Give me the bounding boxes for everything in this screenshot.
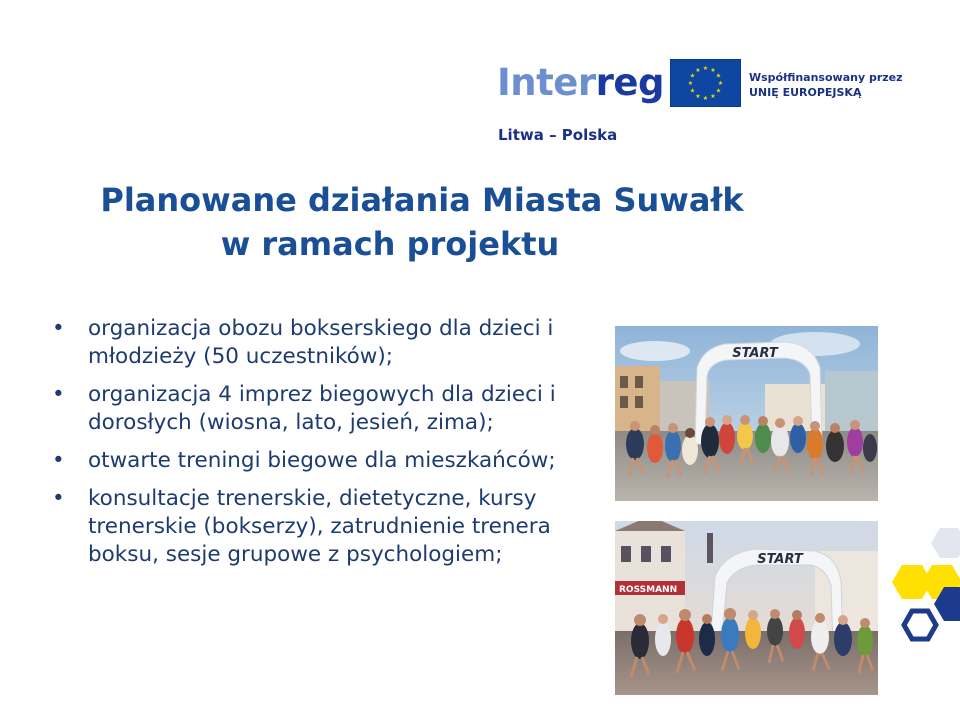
svg-text:★: ★ (710, 93, 716, 100)
svg-text:★: ★ (702, 65, 709, 72)
svg-text:★: ★ (687, 80, 694, 87)
hex-navy-outline (904, 611, 936, 639)
list-item (50, 485, 600, 569)
shop-sign: ROSSMANN (619, 585, 678, 595)
svg-text:★: ★ (702, 95, 709, 102)
interreg-logo-part2: reg (595, 61, 664, 104)
activity-list (50, 315, 600, 579)
title-line1: Planowane działania Miasta Suwałk (100, 181, 744, 219)
eu-line2: UNIĘ EUROPEJSKĄ (749, 86, 862, 99)
interreg-logo-part1: Inter (497, 61, 596, 104)
interreg-logo (497, 61, 664, 104)
eu-line1: Współfinansowany przez (749, 71, 903, 84)
eu-cofinanced-label (749, 70, 903, 100)
program-name: Litwa – Polska (498, 126, 618, 144)
svg-text:★: ★ (715, 72, 722, 80)
list-item-text: organizacja 4 imprez biegowych dla dzieci i dorosłych (wiosna, lato, jesień, zima); (88, 382, 556, 435)
svg-text:★: ★ (689, 72, 696, 80)
eu-flag-icon (670, 59, 741, 107)
title-line2: w ramach projektu (220, 225, 560, 263)
race-start-photo-evening (615, 521, 878, 695)
list-item-text: konsultacje trenerskie, dietetyczne, kursy trenerskie (bokserzy), zatrudnienie trenera boksu, sesje grupowe z psychologiem; (88, 486, 551, 567)
arch-label: START (732, 346, 778, 361)
bullet-marker: • (52, 316, 65, 341)
svg-text:★: ★ (715, 87, 722, 95)
list-item (50, 315, 600, 371)
list-item (50, 381, 600, 437)
svg-text:★: ★ (717, 80, 724, 87)
eu-flag-stars (671, 60, 740, 106)
arch-label: START (757, 552, 803, 567)
svg-text:★: ★ (710, 67, 716, 74)
bullet-marker: • (52, 448, 65, 473)
list-item (50, 447, 600, 475)
hexagon-decoration (888, 523, 960, 653)
list-item-text: organizacja obozu bokserskiego dla dzieci i młodzieży (50 uczestników); (88, 316, 554, 369)
svg-text:★: ★ (695, 67, 701, 74)
list-item-text: otwarte treningi biegowe dla mieszkańców; (88, 448, 556, 473)
race-start-photo-day (615, 326, 878, 501)
slide-title (40, 178, 800, 266)
svg-text:★: ★ (689, 87, 696, 95)
hex-light (931, 528, 960, 558)
bullet-marker: • (52, 382, 65, 407)
svg-text:★: ★ (695, 93, 701, 100)
bullet-marker: • (52, 486, 65, 511)
